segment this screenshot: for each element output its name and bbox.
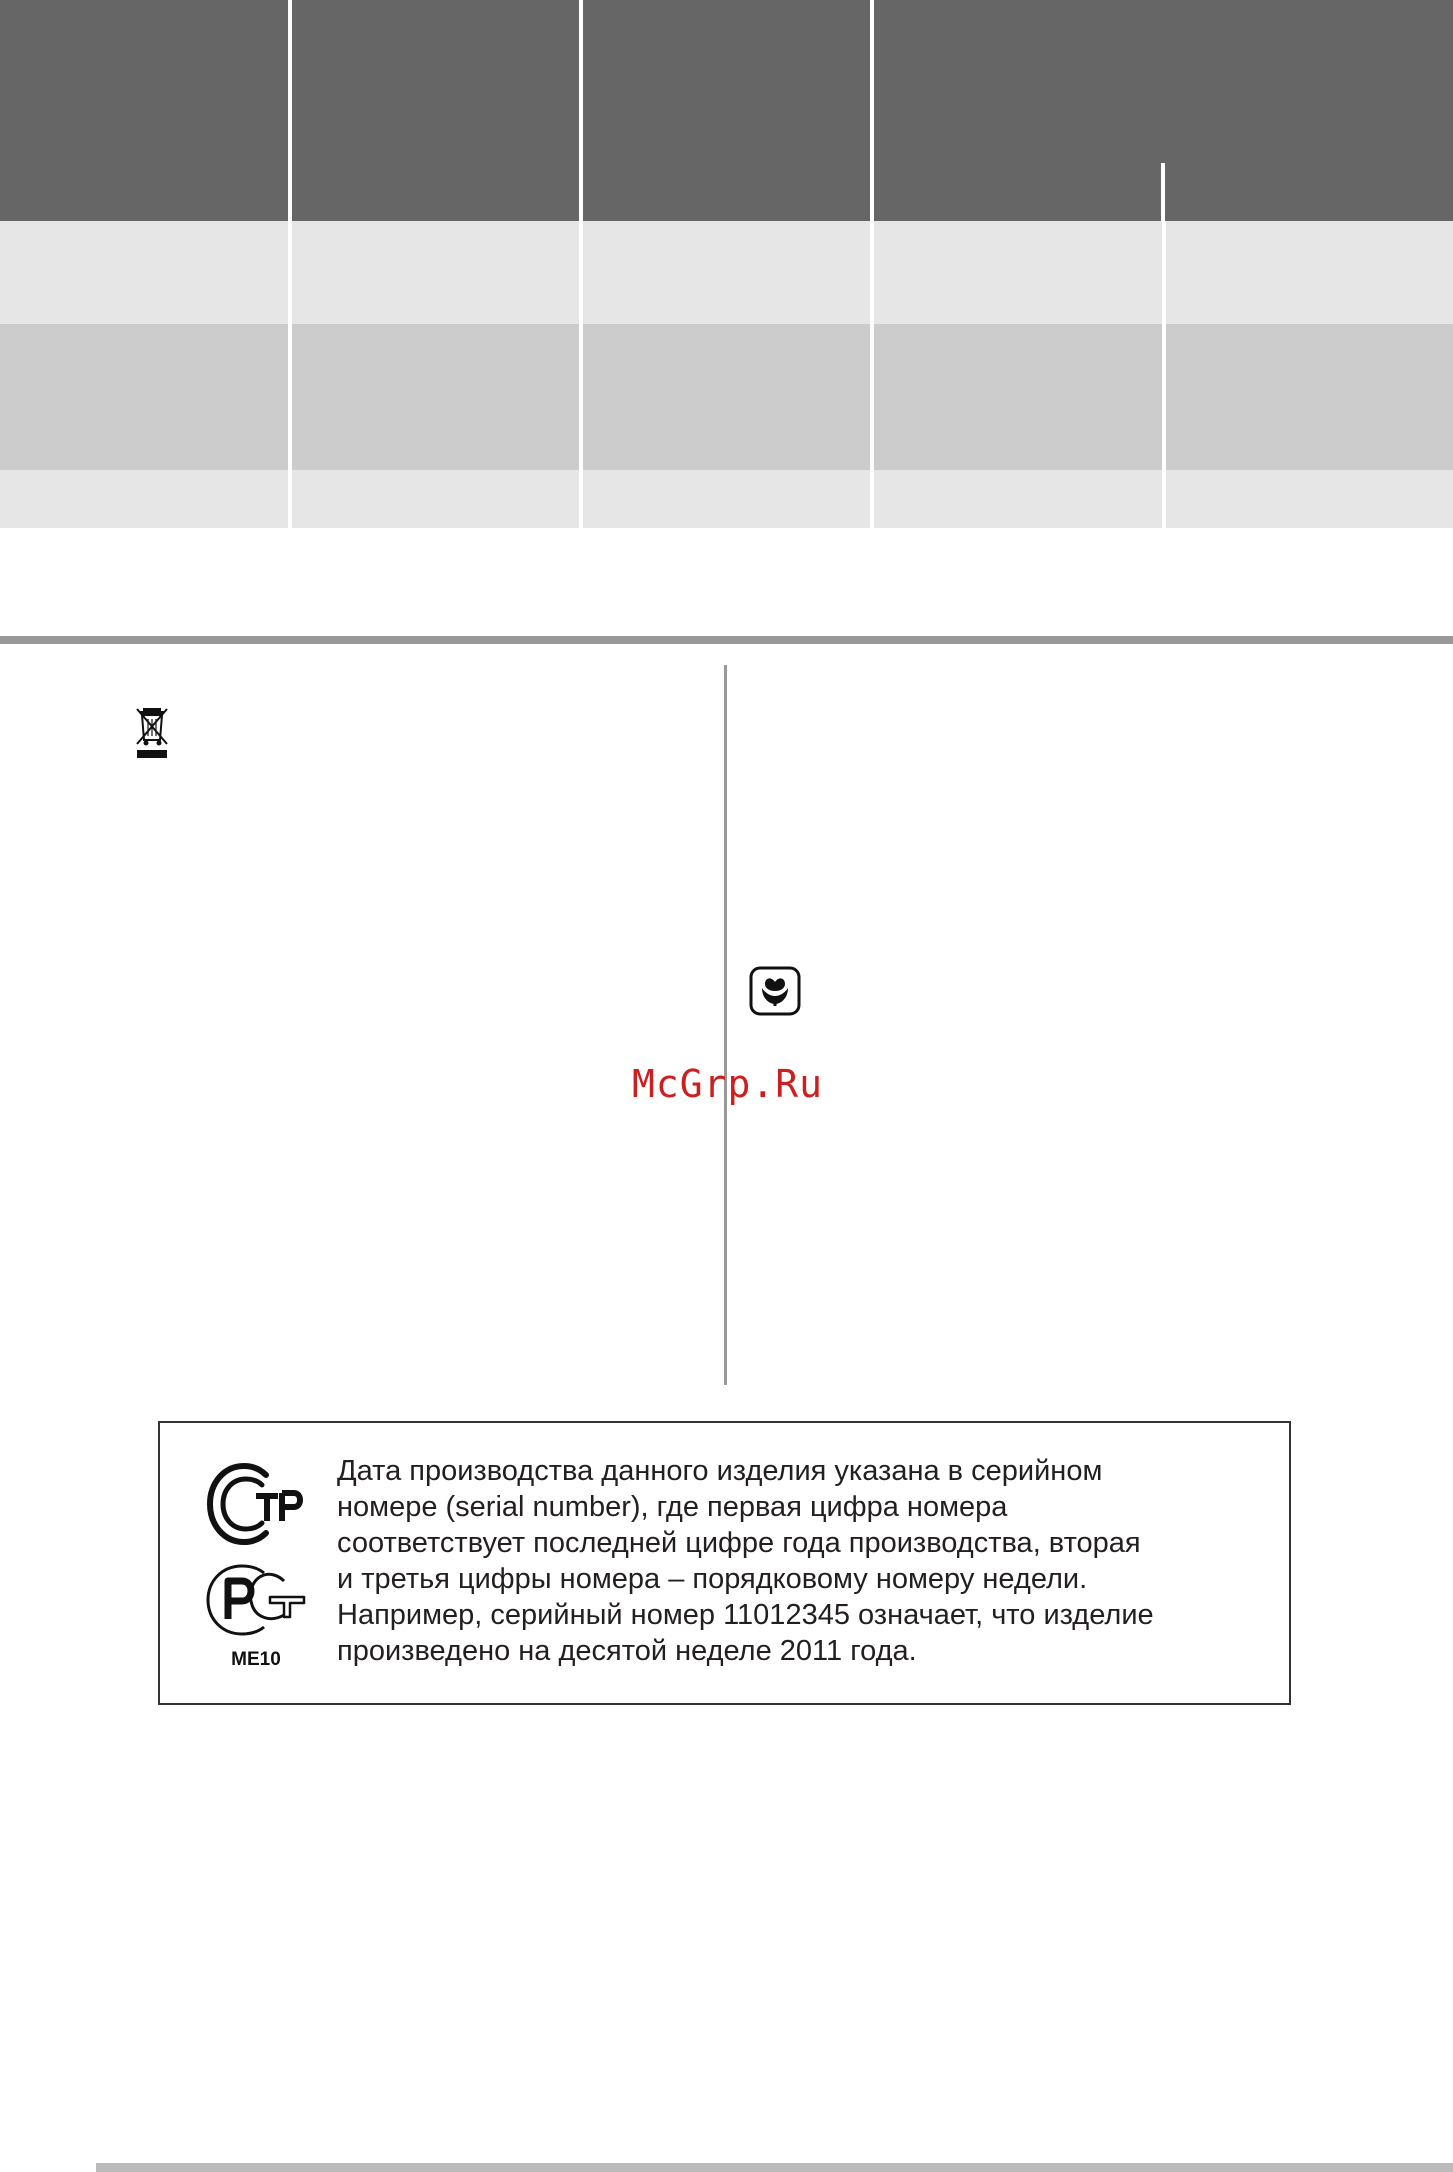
eac-tr-logo-icon	[204, 1463, 308, 1547]
table-cell	[583, 324, 870, 470]
note-line: соответствует последней цифре года производства, вторая	[337, 1527, 1141, 1559]
table-cell	[0, 324, 288, 470]
table-cell	[874, 221, 1162, 324]
table-header-subdivider	[1161, 163, 1165, 221]
table-cell	[1166, 221, 1453, 324]
pct-logo-icon	[204, 1563, 308, 1637]
table-cell	[0, 470, 288, 528]
table-header-cell	[0, 0, 288, 221]
table-cell	[292, 324, 579, 470]
table-cell	[292, 470, 579, 528]
table-cell	[874, 470, 1162, 528]
pct-certificate-code: ME10	[231, 1649, 281, 1670]
watermark: McGrp.Ru	[632, 1062, 824, 1106]
table-cell	[874, 324, 1162, 470]
note-line: произведено на десятой неделе 2011 года.	[337, 1635, 917, 1667]
production-date-note	[337, 1453, 1267, 1669]
table-header-cell	[292, 0, 579, 221]
flower-eco-icon	[749, 966, 801, 1016]
table-row	[0, 470, 1453, 528]
certification-box	[158, 1421, 1291, 1705]
table-row	[0, 221, 1453, 324]
note-line: Дата производства данного изделия указана в серийном	[337, 1455, 1103, 1487]
table-cell	[583, 470, 870, 528]
table-cell	[0, 221, 288, 324]
table-row	[0, 324, 1453, 470]
crossed-out-wheelie-bin-icon	[134, 706, 170, 760]
table-cell	[1166, 470, 1453, 528]
table-header-row	[0, 0, 1453, 221]
column-divider	[724, 665, 727, 1385]
footer-divider	[96, 2163, 1453, 2172]
table-cell	[583, 221, 870, 324]
note-line: Например, серийный номер 11012345 означает, что изделие	[337, 1599, 1154, 1631]
note-line: и третья цифры номера – порядковому номеру недели.	[337, 1563, 1088, 1595]
table-cell	[292, 221, 579, 324]
table-cell	[1166, 324, 1453, 470]
note-line: номере (serial number), где первая цифра номера	[337, 1491, 1008, 1523]
section-divider	[0, 636, 1453, 644]
table-header-cell	[583, 0, 870, 221]
